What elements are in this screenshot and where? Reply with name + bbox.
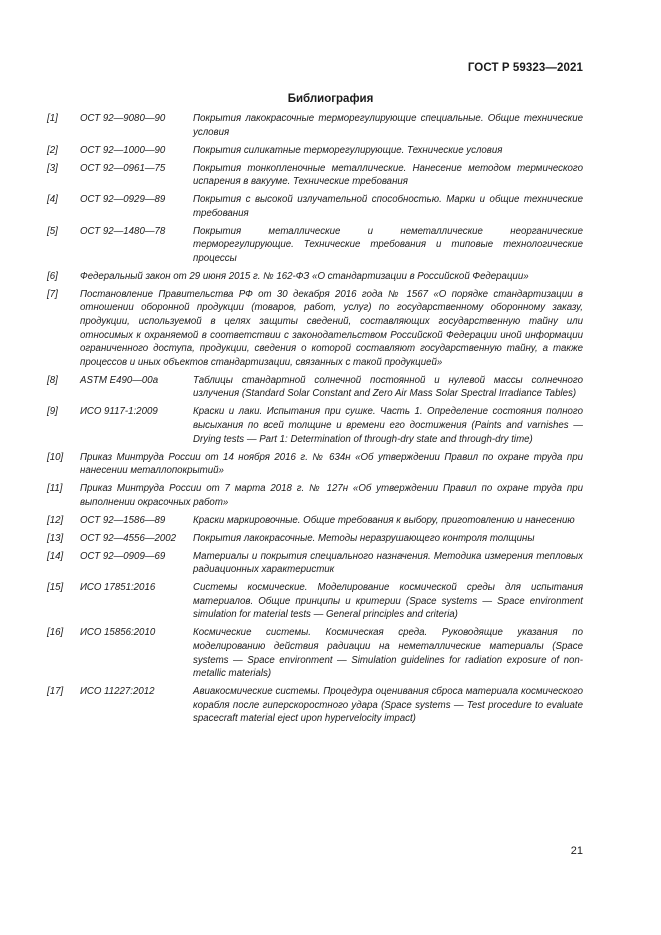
entry-number: [17] <box>47 686 64 698</box>
bibliography-entry-10 <box>47 451 583 478</box>
entry-text: Покрытия лакокрасочные. Методы неразрушающего контроля толщины <box>193 532 535 544</box>
entry-number: [7] <box>47 288 58 300</box>
entry-text: Приказ Минтруда России от 7 марта 2018 г. № 127н «Об утверждении Правил по охране труда при выполнении окрасочных работ» <box>80 483 583 508</box>
entry-number: [15] <box>47 582 64 594</box>
entry-text: Космические системы. Космическая среда. Руководящие указания по моделированию действия радиации на неметаллические материалы (Space systems — Space environment — Simulation guidelines for radiation exposure of non-metallic materials) <box>193 627 583 680</box>
entry-code: ОСТ 92—0961—75 <box>80 162 166 174</box>
bibliography-entry-5 <box>47 225 583 266</box>
bibliography-entry-9 <box>47 405 583 446</box>
bibliography-entry-11 <box>47 482 583 509</box>
entry-number: [4] <box>47 194 58 206</box>
bibliography-entry-13 <box>47 532 583 546</box>
entry-text: Материалы и покрытия специального назначения. Методика измерения тепловых радиационных характеристик <box>193 550 583 576</box>
bibliography-entry-7 <box>47 288 583 370</box>
bibliography-entry-3 <box>47 162 583 189</box>
entry-text: Системы космические. Моделирование космической среды для испытания материалов. Общие принципы и критерии (Space systems — Space environment simulation for material tests — General principles and criteria) <box>193 582 583 621</box>
entry-number: [8] <box>47 374 58 386</box>
bibliography-entry-17 <box>47 685 583 726</box>
entry-number: [12] <box>47 514 64 526</box>
entry-text: Краски и лаки. Испытания при сушке. Часть 1. Определение состояния полного высыхания по всей толщине и времени его достижения (Paints and varnishes — Drying tests — Part 1: Determination of through-dry state and through-dry time) <box>193 406 583 445</box>
entry-text: Покрытия тонкопленочные металлические. Нанесение методом термического испарения в вакууме. Технические требования <box>193 162 583 188</box>
entry-code: ИСО 15856:2010 <box>80 627 156 639</box>
entry-number: [5] <box>47 225 58 237</box>
entry-code: ОСТ 92—1480—78 <box>80 225 166 237</box>
entry-code: ОСТ 92—4556—2002 <box>80 532 177 544</box>
entry-number: [10] <box>47 451 64 463</box>
entry-number: [1] <box>47 113 58 124</box>
document-header-standard: ГОСТ Р 59323—2021 <box>467 62 583 74</box>
entry-code: ОСТ 92—1000—90 <box>80 144 166 156</box>
bibliography-entry-16 <box>47 626 583 680</box>
bibliography-entry-4 <box>47 193 583 220</box>
entry-text: Приказ Минтруда России от 14 ноября 2016 г. № 634н «Об утверждении Правил по охране труда при нанесении металлопокрытий» <box>80 451 583 477</box>
bibliography-title: Библиография <box>287 93 374 105</box>
entry-code: ОСТ 92—9080—90 <box>80 113 166 124</box>
entry-number: [2] <box>47 144 58 156</box>
entry-text: Покрытия металлические и неметаллические неорганические терморегулирующие. Технические требования и типовые технологические процессы <box>193 225 583 264</box>
entry-number: [16] <box>47 627 64 639</box>
entry-code: ОСТ 92—0909—69 <box>80 550 166 562</box>
entry-code: ИСО 11227:2012 <box>80 686 155 698</box>
bibliography-entry-2 <box>47 144 583 158</box>
bibliography-entry-15 <box>47 581 583 622</box>
bibliography-entry-12 <box>47 514 583 528</box>
page-number: 21 <box>570 845 583 857</box>
entry-number: [3] <box>47 162 58 174</box>
entry-text: Покрытия лакокрасочные терморегулирующие специальные. Общие технические условия <box>193 113 583 138</box>
entry-number: [11] <box>47 483 63 495</box>
entry-text: Таблицы стандартной солнечной постоянной и нулевой массы солнечного излучения (Standard Solar Constant and Zero Air Mass Solar Spectral Irradiance Tables) <box>193 374 583 400</box>
entry-number: [14] <box>47 550 64 562</box>
entry-number: [6] <box>47 270 58 282</box>
entry-text: Покрытия с высокой излучательной способностью. Марки и общие технические требования <box>193 194 583 219</box>
entry-code: ASTM E490—00a <box>80 374 159 386</box>
bibliography-entry-8 <box>47 374 583 401</box>
entry-code: ОСТ 92—0929—89 <box>80 194 166 206</box>
entry-text: Постановление Правительства РФ от 30 декабря 2016 года № 1567 «О порядке стандартизации в отношении оборонной продукции (товаров, работ, услуг) по государственному оборонному заказу, продукции, используемой в целях защиты сведений, составляющих государственную тайну или относимых к охраняемой в соответствии с законодательством Российской Федерации иной информации ограниченного доступа, продукции, сведения о которой составляют государственную тайну, а также процессов и иных объектов стандартизации, связанных с такой продукцией» <box>80 288 583 368</box>
bibliography-entry-14 <box>47 550 583 577</box>
entry-code: ИСО 17851:2016 <box>80 582 156 594</box>
bibliography-entry-6 <box>47 270 583 284</box>
entry-code: ОСТ 92—1586—89 <box>80 514 166 526</box>
bibliography-list <box>47 112 583 730</box>
entry-number: [13] <box>47 532 64 544</box>
entry-text: Краски маркировочные. Общие требования к выбору, приготовлению и нанесению <box>193 514 575 526</box>
entry-text: Покрытия силикатные терморегулирующие. Технические условия <box>193 144 503 156</box>
bibliography-entry-1 <box>47 112 583 139</box>
entry-text: Федеральный закон от 29 июня 2015 г. № 162-ФЗ «О стандартизации в Российской Федерации» <box>80 270 529 282</box>
entry-text: Авиакосмические системы. Процедура оценивания сброса материала космического корабля после гиперскоростного удара (Space systems — Test procedure to evaluate spacecraft material eject upon hypervelocity impact) <box>193 686 583 725</box>
entry-number: [9] <box>47 406 58 418</box>
entry-code: ИСО 9117-1:2009 <box>80 406 158 418</box>
